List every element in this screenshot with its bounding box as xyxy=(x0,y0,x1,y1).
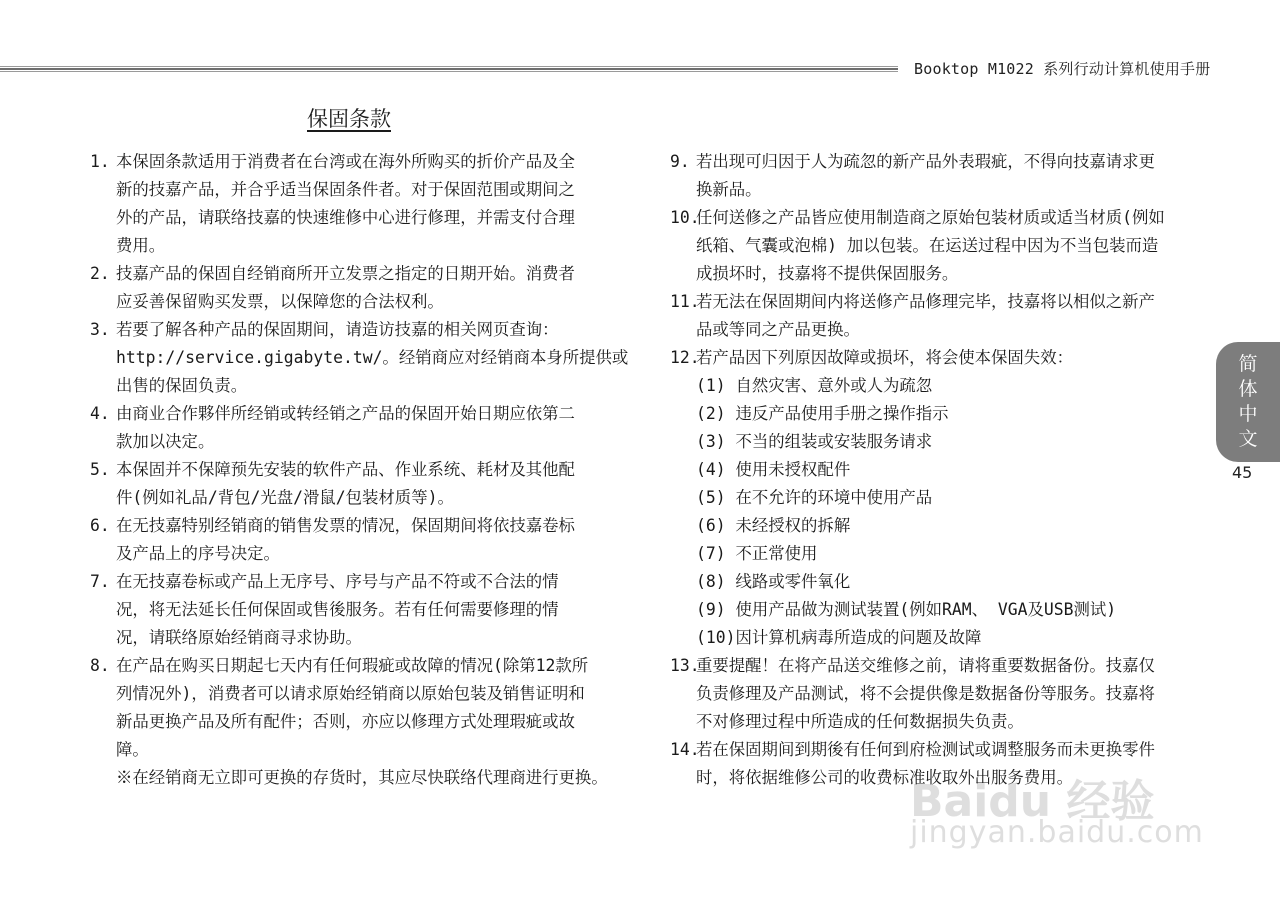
header-rule xyxy=(0,66,898,73)
sub-list-item: (4) 使用未授权配件 xyxy=(696,460,851,479)
sub-list-item: (8) 线路或零件氧化 xyxy=(696,572,851,591)
watermark-main: Baidu 经验 xyxy=(910,776,1155,827)
list-item xyxy=(670,652,1198,736)
item-text-line: 品或等同之产品更换。 xyxy=(696,320,860,339)
item-text-line: 新品更换产品及所有配件；否则，亦应以修理方式处理瑕疵或故 xyxy=(116,712,575,731)
item-text-line: 成损坏时，技嘉将不提供保固服务。 xyxy=(696,264,959,283)
item-number: 2. xyxy=(90,264,110,283)
watermark xyxy=(900,765,1204,855)
page-title: 保固条款 xyxy=(307,107,391,131)
item-text-line: 若要了解各种产品的保固期间，请造访技嘉的相关网页查询： xyxy=(116,320,559,339)
page-number: 45 xyxy=(1232,463,1253,482)
item-text-line: 时，将依据维修公司的收费标准收取外出服务费用。 xyxy=(696,768,1073,787)
item-number: 4. xyxy=(90,404,110,423)
item-text-line: 纸箱、气囊或泡棉) 加以包装。在运送过程中因为不当包装而造 xyxy=(696,236,1159,255)
item-number: 14. xyxy=(670,740,700,759)
list-item xyxy=(90,456,625,512)
item-text-line: 外的产品，请联络技嘉的快速维修中心进行修理，并需支付合理 xyxy=(116,208,575,227)
list-item xyxy=(90,316,629,400)
item-number: 12. xyxy=(670,348,700,367)
item-text-line: 不对修理过程中所造成的任何数据损失负责。 xyxy=(696,712,1024,731)
item-number: 1. xyxy=(90,152,110,171)
item-number: 8. xyxy=(90,656,110,675)
list-item xyxy=(90,148,625,260)
item-text-line: 技嘉产品的保固自经销商所开立发票之指定的日期开始。消费者 xyxy=(116,264,575,283)
item-number: 6. xyxy=(90,516,110,535)
language-tab-char: 体 xyxy=(1238,378,1258,400)
item-text-line: 由商业合作夥伴所经销或转经销之产品的保固开始日期应依第二 xyxy=(116,404,575,423)
language-tab-char: 中 xyxy=(1238,403,1258,425)
list-item xyxy=(670,204,1198,288)
list-item xyxy=(670,148,1198,204)
footnote: ※在经销商无立即可更换的存货时，其应尽快联络代理商进行更换。 xyxy=(116,768,608,787)
list-item xyxy=(670,344,1198,372)
item-text-line: 若出现可归因于人为疏忽的新产品外表瑕疵，不得向技嘉请求更 xyxy=(696,152,1155,171)
list-item xyxy=(90,400,625,456)
item-text-line: 若在保固期间到期後有任何到府检测试或调整服务而未更换零件 xyxy=(696,740,1155,759)
list-item xyxy=(670,288,1198,344)
sub-list-item: (9) 使用产品做为测试装置(例如RAM、 VGA及USB测试) xyxy=(696,600,1117,619)
item-number: 7. xyxy=(90,572,110,591)
sub-list-item: (2) 违反产品使用手册之操作指示 xyxy=(696,404,949,423)
sub-list-item: (1) 自然灾害、意外或人为疏忽 xyxy=(696,376,933,395)
language-tab-char: 文 xyxy=(1238,428,1258,450)
list-item xyxy=(90,512,625,568)
sub-list-item: (5) 在不允许的环境中使用产品 xyxy=(696,488,933,507)
item-number: 10. xyxy=(670,208,700,227)
item-text-line: 任何送修之产品皆应使用制造商之原始包装材质或适当材质(例如 xyxy=(696,208,1165,227)
item-number: 9. xyxy=(670,152,690,171)
item-text-line: 换新品。 xyxy=(696,180,762,199)
header-title: Booktop M1022 系列行动计算机使用手册 xyxy=(914,60,1211,78)
sub-list-item: (6) 未经授权的拆解 xyxy=(696,516,851,535)
item-number: 13. xyxy=(670,656,700,675)
sub-list-item: (10)因计算机病毒所造成的问题及故障 xyxy=(696,628,982,647)
item-text-line: 件(例如礼品/背包/光盘/滑鼠/包装材质等)。 xyxy=(116,488,454,507)
right-column xyxy=(670,148,1198,792)
sub-list-item: (3) 不当的组装或安装服务请求 xyxy=(696,432,933,451)
item-text-line: 况，将无法延长任何保固或售後服务。若有任何需要修理的情 xyxy=(116,600,559,619)
item-text-line: http://service.gigabyte.tw/。经销商应对经销商本身所提供或 xyxy=(116,348,629,367)
item-text-line: 款加以决定。 xyxy=(116,432,215,451)
item-text-line: 在无技嘉特别经销商的销售发票的情况，保固期间将依技嘉卷标 xyxy=(116,516,575,535)
item-text-line: 应妥善保留购买发票，以保障您的合法权利。 xyxy=(116,292,444,311)
item-text-line: 若产品因下列原因故障或损坏，将会使本保固失效： xyxy=(696,348,1073,367)
item-text-line: 负责修理及产品测试，将不会提供像是数据备份等服务。技嘉将 xyxy=(696,684,1155,703)
item-number: 5. xyxy=(90,460,110,479)
item-number: 11. xyxy=(670,292,700,311)
left-column xyxy=(90,148,629,792)
item-text-line: 出售的保固负责。 xyxy=(116,376,248,395)
item-text-line: 新的技嘉产品，并合乎适当保固条件者。对于保固范围或期间之 xyxy=(116,180,575,199)
item-text-line: 费用。 xyxy=(116,236,166,255)
item-text-line: 在无技嘉卷标或产品上无序号、序号与产品不符或不合法的情 xyxy=(116,572,559,591)
item-text-line: 本保固条款适用于消费者在台湾或在海外所购买的折价产品及全 xyxy=(116,152,575,171)
item-number: 3. xyxy=(90,320,110,339)
language-tab[interactable] xyxy=(1216,342,1280,462)
item-text-line: 况，请联络原始经销商寻求协助。 xyxy=(116,628,362,647)
item-text-line: 在产品在购买日期起七天内有任何瑕疵或故障的情况(除第12款所 xyxy=(116,656,589,675)
item-text-line: 及产品上的序号决定。 xyxy=(116,544,280,563)
item-text-line: 障。 xyxy=(116,740,149,759)
sub-list-item: (7) 不正常使用 xyxy=(696,544,818,563)
watermark-url: jingyan.baidu.com xyxy=(910,815,1204,850)
item-text-line: 列情况外)，消费者可以请求原始经销商以原始包装及销售证明和 xyxy=(116,684,585,703)
item-text-line: 重要提醒！在将产品送交维修之前，请将重要数据备份。技嘉仅 xyxy=(696,656,1155,675)
language-tab-char: 简 xyxy=(1238,353,1258,375)
list-item xyxy=(90,652,625,764)
list-item xyxy=(90,568,625,652)
list-item xyxy=(90,260,625,316)
item-text-line: 本保固并不保障预先安装的软件产品、作业系统、耗材及其他配 xyxy=(116,460,575,479)
item-text-line: 若无法在保固期间内将送修产品修理完毕，技嘉将以相似之新产 xyxy=(696,292,1155,311)
